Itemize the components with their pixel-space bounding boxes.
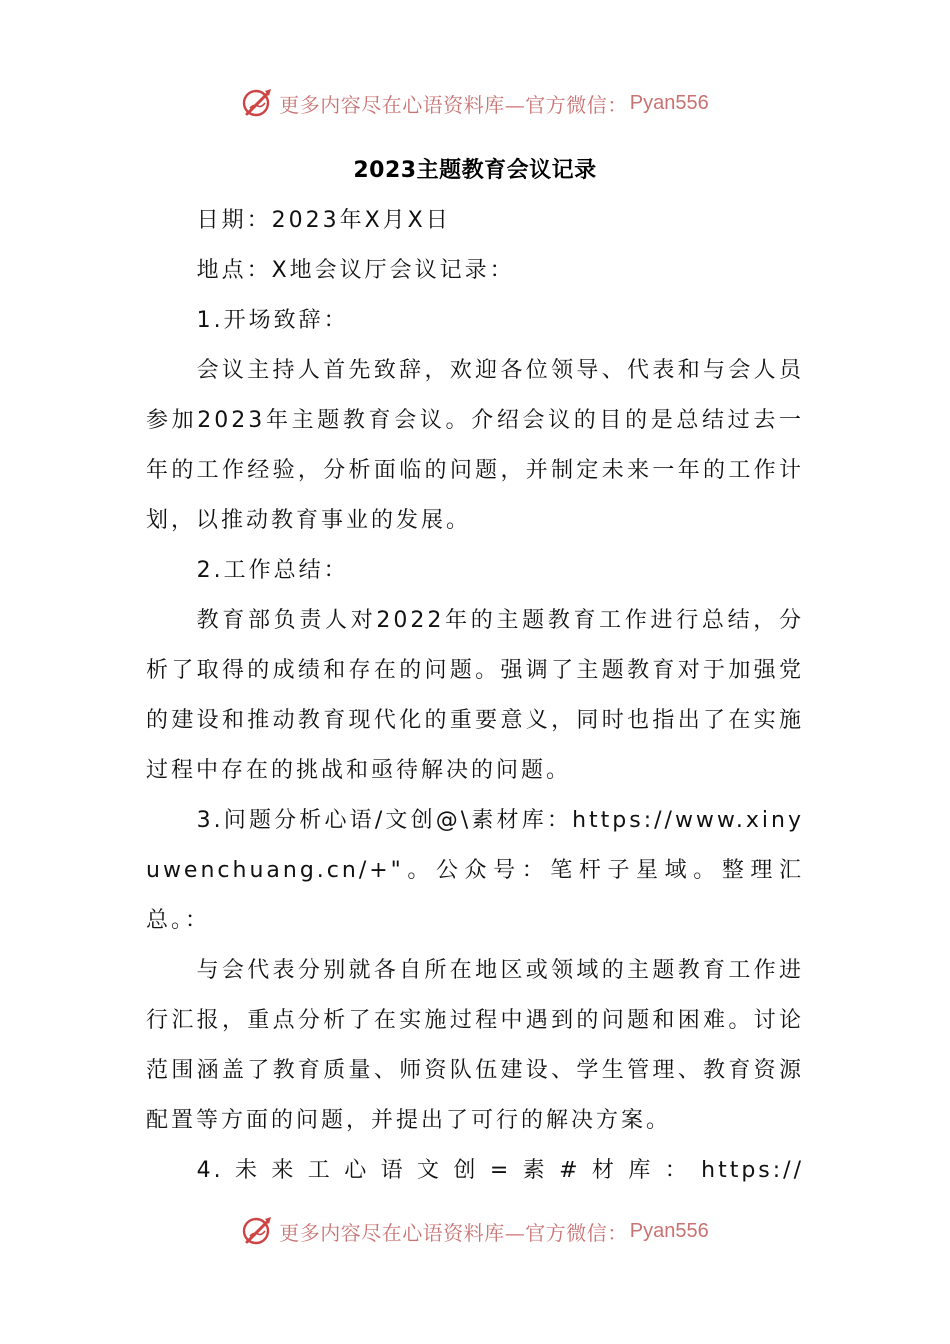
pen-logo-icon: [241, 1214, 275, 1248]
document-title: 2023主题教育会议记录: [353, 158, 597, 183]
section-heading-opening: 1.开场致辞：: [196, 308, 349, 333]
section-heading-analysis: 3.问题分析心语/文创@\素材库：https://www.xinyuwenchuang.cn/+"。公众号：笔杆子星域。整理汇总。：: [146, 808, 804, 933]
paragraph-summary: 教育部负责人对2022年的主题教育工作进行总结，分析了取得的成绩和存在的问题。强调了主题教育对于加强党的建设和推动教育现代化的重要意义，同时也指出了在实施过程中存在的挑战和亟待解决的问题。: [146, 608, 804, 783]
footer-watermark: [0, 1211, 950, 1251]
header-watermark: [0, 83, 950, 123]
watermark-wechat-id: Pyan556: [629, 91, 709, 114]
paragraph-date: 日期：2023年X月X日: [196, 208, 451, 233]
section-heading-future: 4.未来工心语文创=素#材库：https://: [196, 1158, 804, 1183]
document-body: [146, 196, 804, 1196]
watermark-wechat-id: Pyan556: [629, 1219, 709, 1242]
paragraph-analysis: 与会代表分别就各自所在地区或领域的主题教育工作进行汇报，重点分析了在实施过程中遇到的问题和困难。讨论范围涵盖了教育质量、师资队伍建设、学生管理、教育资源配置等方面的问题，并提出了可行的解决方案。: [146, 958, 804, 1133]
watermark-text: 更多内容尽在心语资料库—官方微信：: [279, 1220, 628, 1245]
watermark-text: 更多内容尽在心语资料库—官方微信：: [279, 92, 628, 117]
pen-logo-icon: [241, 86, 275, 120]
section-heading-summary: 2.工作总结：: [196, 558, 349, 583]
paragraph-location: 地点：X地会议厅会议记录：: [196, 258, 515, 283]
paragraph-opening: 会议主持人首先致辞，欢迎各位领导、代表和与会人员参加2023年主题教育会议。介绍会议的目的是总结过去一年的工作经验，分析面临的问题，并制定未来一年的工作计划，以推动教育事业的发展。: [146, 358, 804, 533]
